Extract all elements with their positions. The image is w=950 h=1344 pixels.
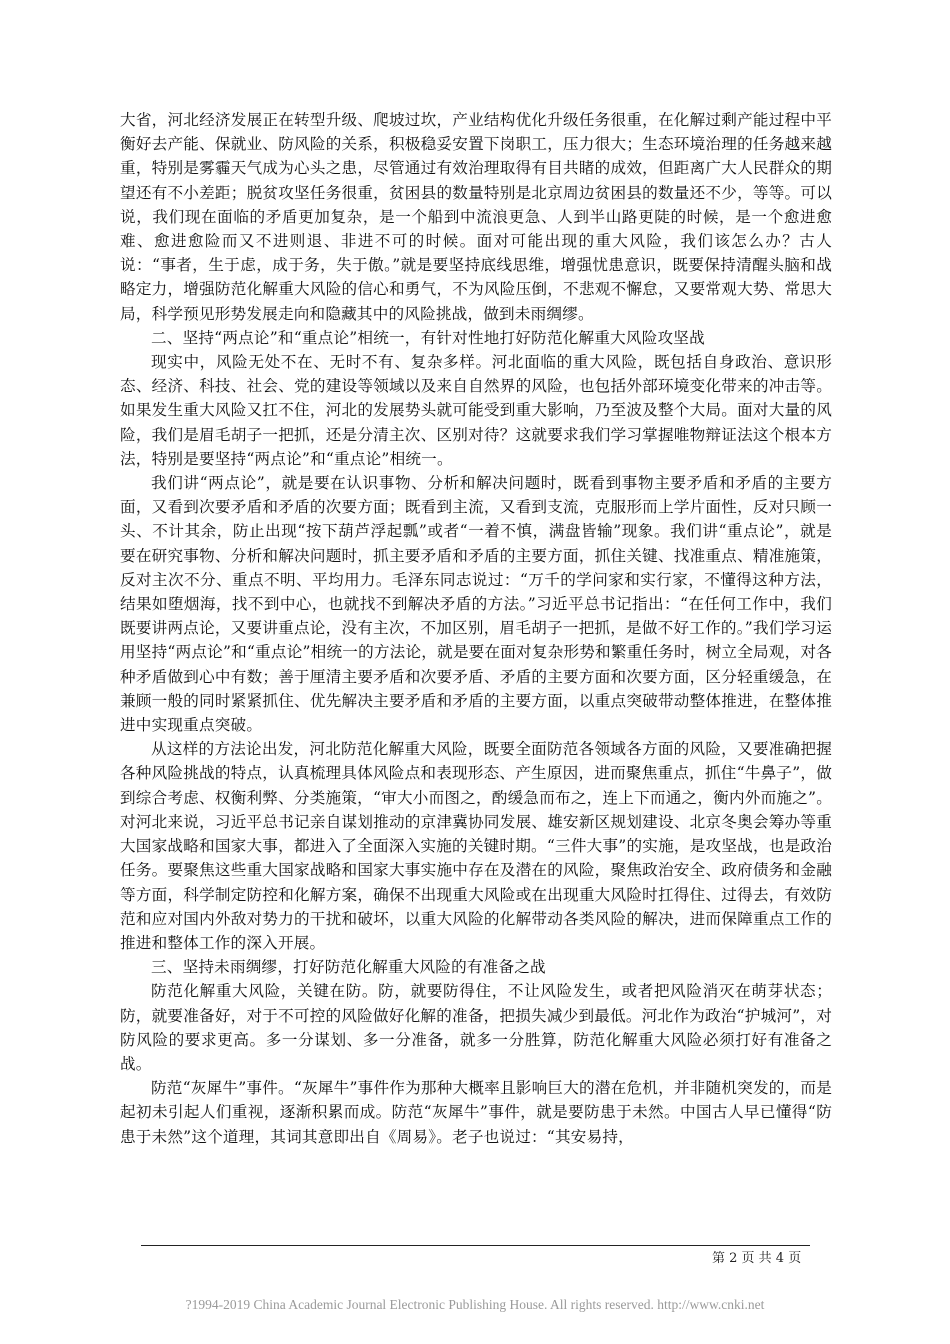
article-body — [120, 108, 832, 1149]
section-heading-2: 二、坚持“两点论”和“重点论”相统一，有针对性地打好防范化解重大风险攻坚战 — [151, 328, 705, 347]
paragraph-continuation: 大省，河北经济发展正在转型升级、爬坡过坎，产业结构优化升级任务很重，在化解过剩产能过程中平衡好去产能、保就业、防风险的关系，积极稳妥安置下岗职工，压力很大；生态环境治理的任务越来越重，特别是雾霾天气成为心头之患，尽管通过有效治理取得有目共睹的成效，但距离广大人民群众的期望还有不小差距；脱贫攻坚任务很重，贫困县的数量特别是北京周边贫困县的数量还不少，等等。可以说，我们现在面临的矛盾更加复杂，是一个船到中流浪更急、人到半山路更陡的时候，是一个愈进愈难、愈进愈险而又不进则退、非进不可的时候。面对可能出现的重大风险，我们该怎么办？古人说：“事者，生于虑，成于务，失于傲。”就是要坚持底线思维，增强忧患意识，既要保持清醒头脑和战略定力，增强防范化解重大风险的信心和勇气，不为风险压倒，不悲观不懈怠，又要常观大势、常思大局，科学预见形势发展走向和隐藏其中的风险挑战，做到未雨绸缪。 — [120, 111, 832, 323]
section-heading-3: 三、坚持未雨绸缪，打好防范化解重大风险的有准备之战 — [151, 958, 546, 977]
paragraph: 防范“灰犀牛”事件。“灰犀牛”事件作为那种大概率且影响巨大的潜在危机，并非随机突发的，而是起初未引起人们重视，逐渐积累而成。防范“灰犀牛”事件，就是要防患于未然。中国古人早已懂得“防患于未然”这个道理，其词其意即出自《周易》。老子也说过：“其安易持， — [120, 1079, 832, 1146]
paragraph: 防范化解重大风险，关键在防。防，就要防得住，不让风险发生，或者把风险消灭在萌芽状态；防，就要准备好，对于不可控的风险做好化解的准备，把损失减少到最低。河北作为政治“护城河”，对防风险的要求更高。多一分谋划、多一分准备，就多一分胜算，防范化解重大风险必须打好有准备之战。 — [120, 982, 832, 1073]
paragraph: 我们讲“两点论”，就是要在认识事物、分析和解决问题时，既看到事物主要矛盾和矛盾的主要方面，又看到次要矛盾和矛盾的次要方面；既看到主流，又看到支流，克服形而上学片面性，反对只顾一头、不计其余，防止出现“按下葫芦浮起瓢”或者“一着不慎，满盘皆输”现象。我们讲“重点论”，就是要在研究事物、分析和解决问题时，抓主要矛盾和矛盾的主要方面，抓住关键、找准重点、精准施策，反对主次不分、重点不明、平均用力。毛泽东同志说过：“万千的学问家和实行家，不懂得这种方法，结果如堕烟海，找不到中心，也就找不到解决矛盾的方法。”习近平总书记指出：“在任何工作中，我们既要讲两点论，又要讲重点论，没有主次，不加区别，眉毛胡子一把抓，是做不好工作的。”我们学习运用坚持“两点论”和“重点论”相统一的方法论，就是要在面对复杂形势和繁重任务时，树立全局观，对各种矛盾做到心中有数；善于厘清主要矛盾和次要矛盾、矛盾的主要方面和次要方面，区分轻重缓急，在兼顾一般的同时紧紧抓住、优先解决主要矛盾和矛盾的主要方面，以重点突破带动整体推进，在整体推进中实现重点突破。 — [120, 474, 832, 735]
copyright-notice: ?1994-2019 China Academic Journal Electronic Publishing House. All rights reserved. http://www.cnki.net — [185, 1297, 765, 1312]
page-number: 第 2 页 共 4 页 — [712, 1251, 802, 1266]
paragraph: 从这样的方法论出发，河北防范化解重大风险，既要全面防范各领域各方面的风险，又要准确把握各种风险挑战的特点，认真梳理具体风险点和表现形态、产生原因，进而聚焦重点，抓住“牛鼻子”，做到综合考虑、权衡利弊、分类施策，“审大小而图之，酌缓急而布之，连上下而通之，衡内外而施之”。对河北来说，习近平总书记亲自谋划推动的京津冀协同发展、雄安新区规划建设、北京冬奥会筹办等重大国家战略和国家大事，都进入了全面深入实施的关键时期。“三件大事”的实施，是攻坚战，也是政治任务。要聚焦这些重大国家战略和国家大事实施中存在及潜在的风险，聚焦政治安全、政府债务和金融等方面，科学制定防控和化解方案，确保不出现重大风险或在出现重大风险时扛得住、过得去，有效防范和应对国内外敌对势力的干扰和破坏，以重大风险的化解带动各类风险的解决，进而保障重点工作的推进和整体工作的深入开展。 — [120, 740, 832, 952]
footer-divider — [141, 1245, 810, 1246]
paragraph: 现实中，风险无处不在、无时不有、复杂多样。河北面临的重大风险，既包括自身政治、意识形态、经济、科技、社会、党的建设等领域以及来自自然界的风险，也包括外部环境变化带来的冲击等。如果发生重大风险又扛不住，河北的发展势头就可能受到重大影响，乃至波及整个大局。面对大量的风险，我们是眉毛胡子一把抓，还是分清主次、区别对待？这就要求我们学习掌握唯物辩证法这个根本方法，特别是要坚持“两点论”和“重点论”相统一。 — [120, 353, 832, 468]
